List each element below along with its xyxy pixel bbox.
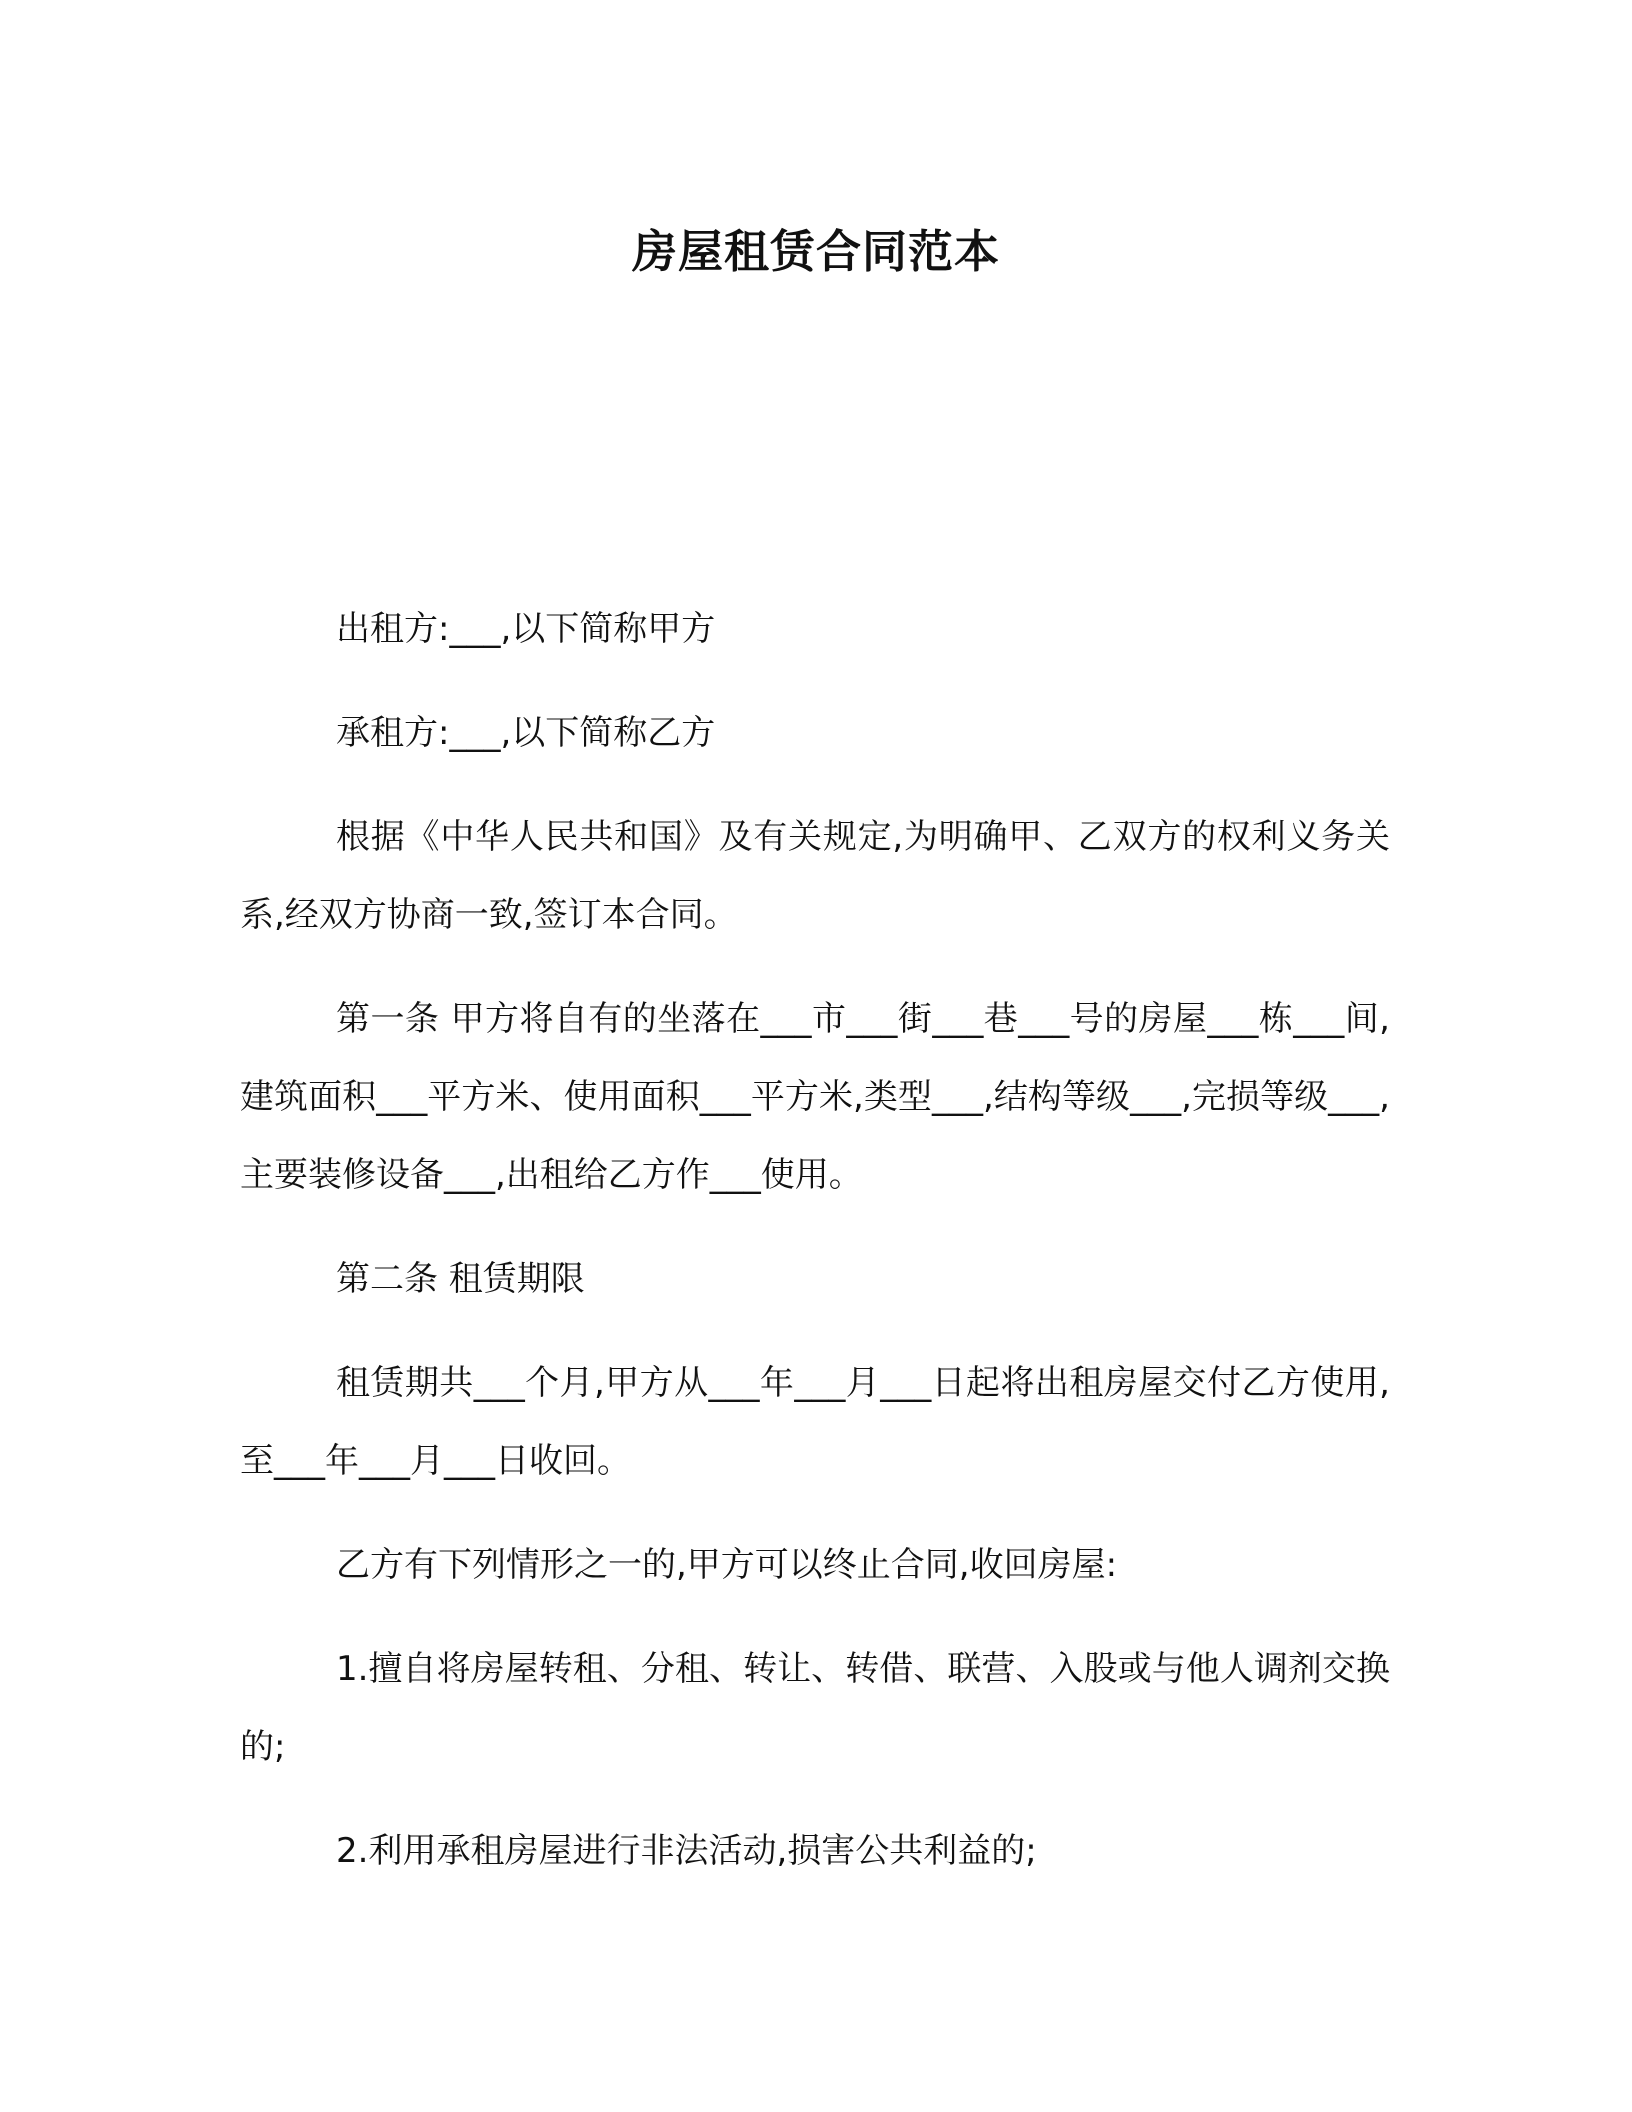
document-title: 房屋租赁合同范本 xyxy=(631,225,1000,278)
paragraph-lease-term: 租赁期共___个月,甲方从___年___月___日起将出租房屋交付乙方使用,至___年___月___日收回。 xyxy=(240,1363,1390,1481)
paragraph-termination-item-1: 1.擅自将房屋转租、分租、转让、转借、联营、入股或与他人调剂交换的; xyxy=(240,1649,1390,1767)
paragraph-preamble: 根据《中华人民共和国》及有关规定,为明确甲、乙双方的权利义务关系,经双方协商一致,签订本合同。 xyxy=(240,817,1390,935)
document-body xyxy=(240,590,1390,1916)
paragraph-lessee: 承租方:___,以下简称乙方 xyxy=(336,713,716,753)
paragraph-termination-item-2: 2.利用承租房屋进行非法活动,损害公共利益的; xyxy=(336,1831,1037,1871)
paragraph-article-2-heading: 第二条 租赁期限 xyxy=(336,1259,585,1299)
paragraph-termination-intro: 乙方有下列情形之一的,甲方可以终止合同,收回房屋: xyxy=(336,1545,1118,1585)
paragraph-lessor: 出租方:___,以下简称甲方 xyxy=(336,609,716,649)
paragraph-article-1: 第一条 甲方将自有的坐落在___市___街___巷___号的房屋___栋___间,建筑面积___平方米、使用面积___平方米,类型___,结构等级___,完损等级___,主要装修设备___,出租给乙方作___使用。 xyxy=(240,999,1390,1195)
